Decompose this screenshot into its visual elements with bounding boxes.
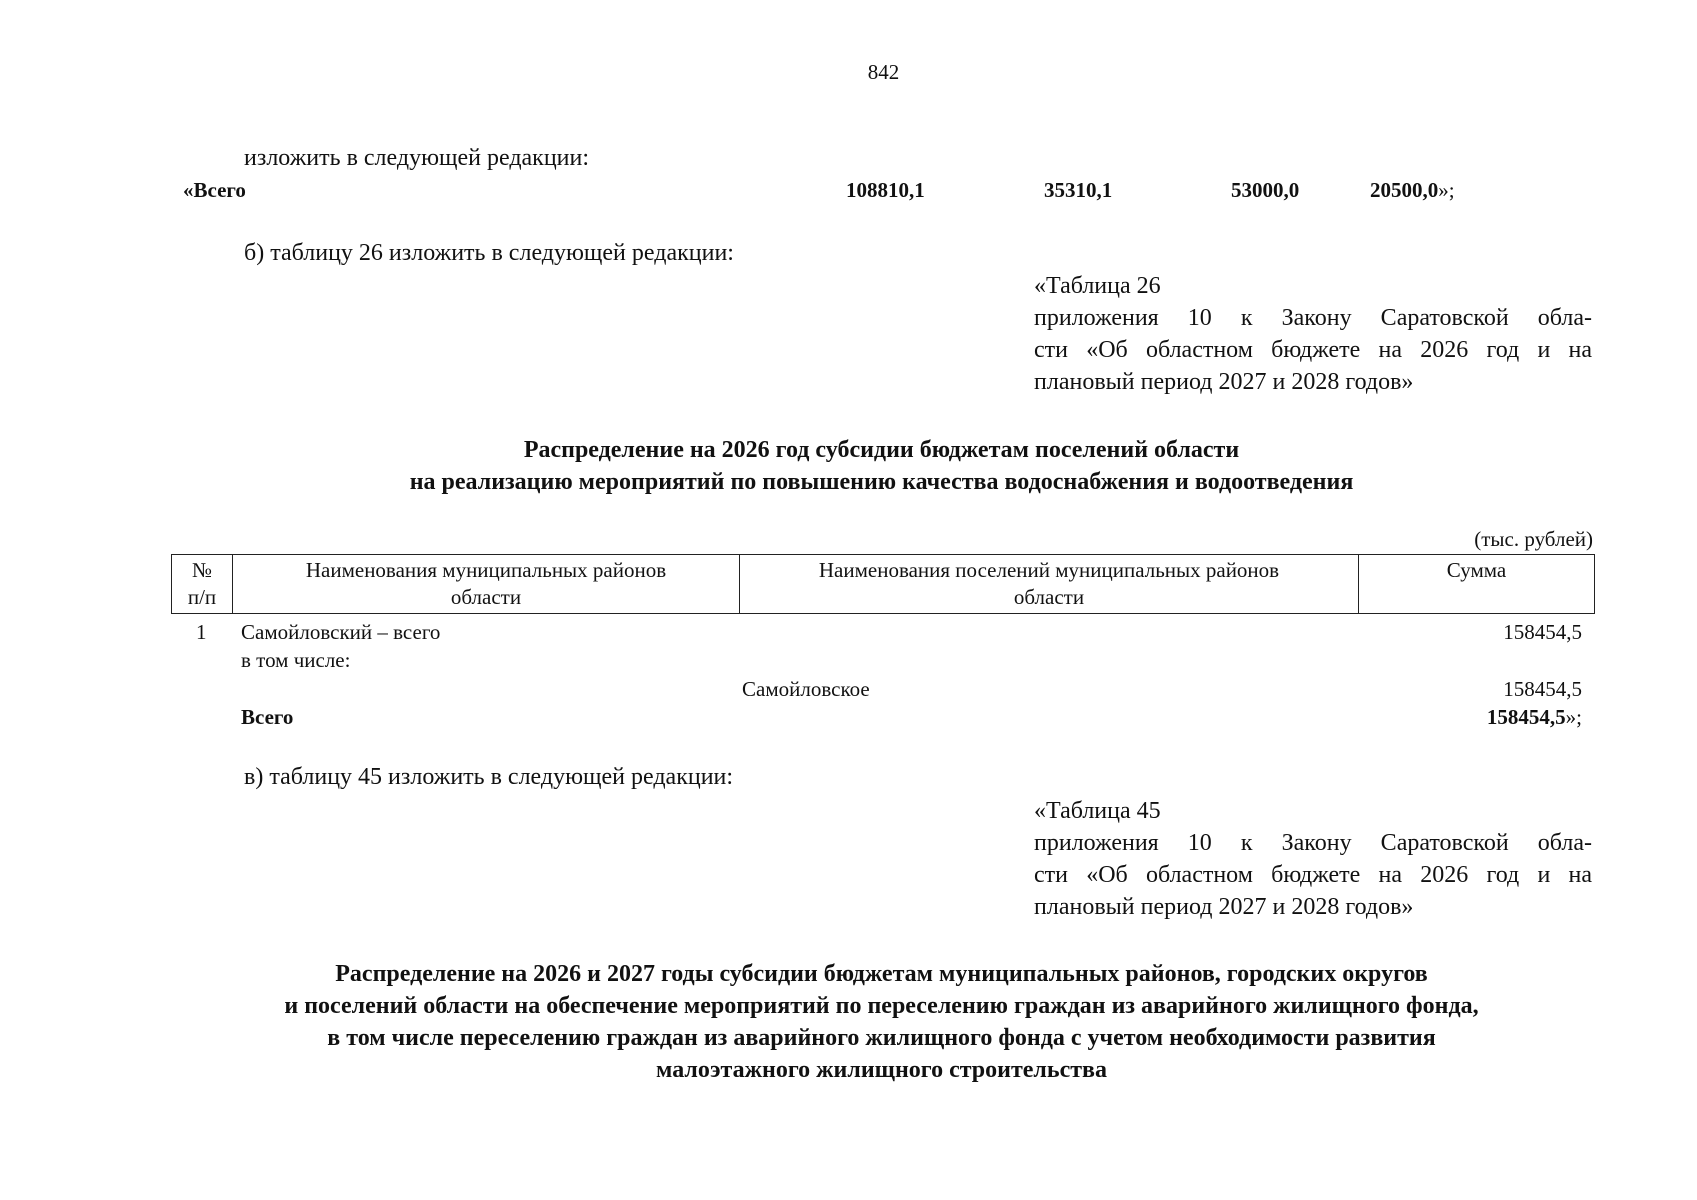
table45-ref-line-1: «Таблица 45 bbox=[1034, 798, 1161, 824]
total-row-value-1: 108810,1 bbox=[846, 178, 925, 202]
header-settlement: Наименования поселений муниципальных районов области bbox=[740, 555, 1359, 614]
table26-total-label: Всего bbox=[241, 705, 294, 729]
header-sum: Сумма bbox=[1359, 555, 1595, 614]
table26-ref-line-2: приложения 10 к Закону Саратовской обла- bbox=[1034, 305, 1592, 331]
table45-reference bbox=[1034, 795, 1592, 923]
table26-total-sum: 158454,5»; bbox=[1486, 705, 1582, 729]
row-district-name: Самойловский – всего bbox=[241, 620, 441, 644]
row-including-label: в том числе: bbox=[241, 648, 351, 672]
table26-ref-line-3: сти «Об областном бюджете на 2026 год и на bbox=[1034, 337, 1592, 363]
table45-title bbox=[120, 958, 1643, 1086]
page-number: 842 bbox=[867, 60, 900, 84]
row-number: 1 bbox=[196, 620, 207, 644]
table26-header bbox=[171, 554, 1595, 614]
table26-title-line-1: Распределение на 2026 год субсидии бюджетам поселений области bbox=[523, 437, 1240, 463]
total-row-value-3: 53000,0 bbox=[1231, 178, 1300, 202]
header-district: Наименования муниципальных районов области bbox=[233, 555, 740, 614]
table26-title bbox=[120, 434, 1643, 498]
table45-title-line-4: малоэтажного жилищного строительства bbox=[656, 1057, 1107, 1083]
table45-title-line-1: Распределение на 2026 и 2027 годы субсидии бюджетам муниципальных районов, городских округов bbox=[335, 961, 1428, 987]
intro-line: изложить в следующей редакции: bbox=[244, 145, 590, 171]
row-settlement-sum: 158454,5 bbox=[1503, 677, 1582, 701]
table26-reference bbox=[1034, 270, 1592, 398]
table26-ref-line-1: «Таблица 26 bbox=[1034, 273, 1161, 299]
table45-ref-line-4: плановый период 2027 и 2028 годов» bbox=[1034, 894, 1414, 920]
table45-title-line-2: и поселений области на обеспечение мероприятий по переселению граждан из аварийного жилищного фонда, bbox=[284, 993, 1479, 1019]
row-district-sum: 158454,5 bbox=[1503, 620, 1582, 644]
item-c-line: в) таблицу 45 изложить в следующей редакции: bbox=[244, 764, 734, 790]
item-b-line: б) таблицу 26 изложить в следующей редакции: bbox=[244, 240, 734, 266]
table45-title-line-3: в том числе переселению граждан из аварийного жилищного фонда с учетом необходимости развития bbox=[327, 1025, 1436, 1051]
units-label: (тыс. рублей) bbox=[1474, 527, 1593, 551]
total-row-value-4: 20500,0»; bbox=[1370, 178, 1455, 202]
table26-ref-line-4: плановый период 2027 и 2028 годов» bbox=[1034, 369, 1414, 395]
table45-ref-line-2: приложения 10 к Закону Саратовской обла- bbox=[1034, 830, 1592, 856]
row-settlement-name: Самойловское bbox=[742, 677, 870, 701]
table26-title-line-2: на реализацию мероприятий по повышению качества водоснабжения и водоотведения bbox=[409, 469, 1354, 495]
table45-ref-line-3: сти «Об областном бюджете на 2026 год и на bbox=[1034, 862, 1592, 888]
header-number: № п/п bbox=[172, 555, 233, 614]
total-row-value-2: 35310,1 bbox=[1044, 178, 1113, 202]
total-row-label: «Всего bbox=[183, 178, 246, 202]
